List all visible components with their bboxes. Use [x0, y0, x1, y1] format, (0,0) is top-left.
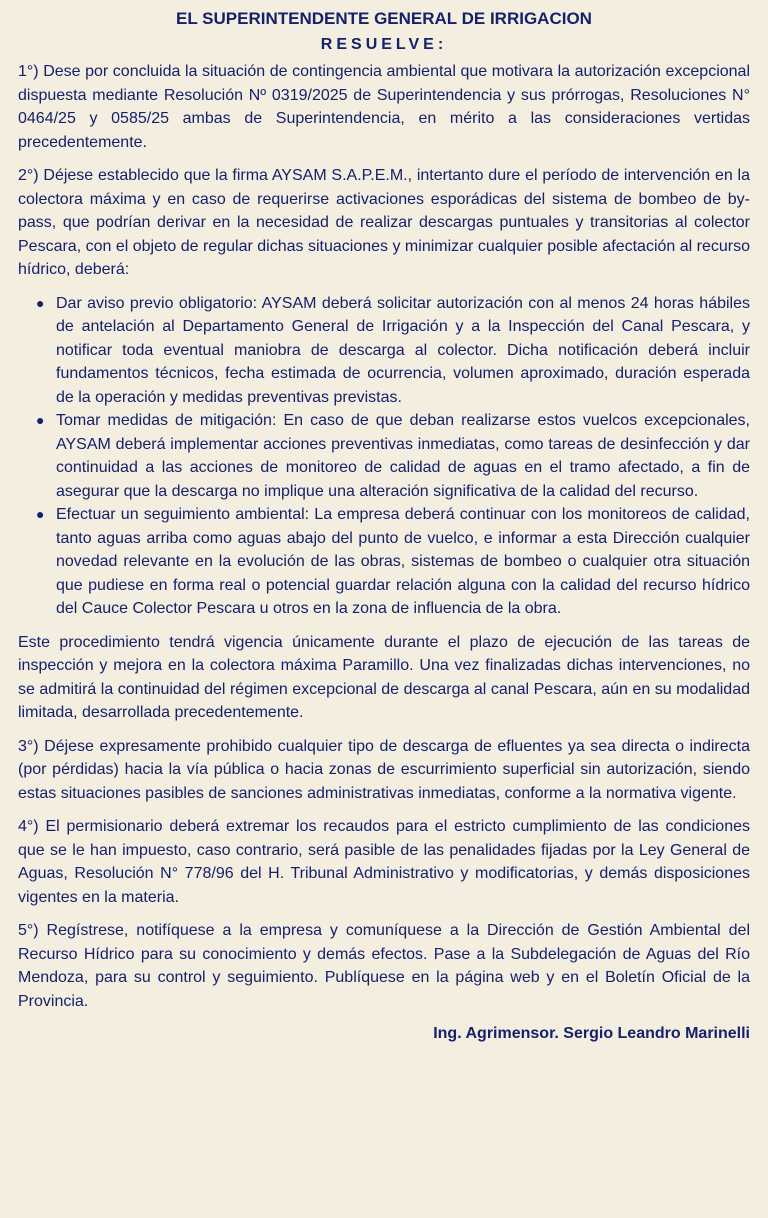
list-item-text: Tomar medidas de mitigación: En caso de que deban realizarse estos vuelcos excepcionales, AYSAM deberá implementar acciones preventivas inmediatas, como tareas de desinfección y dar continuidad a las acciones de monitoreo de calidad de aguas en el tramo afectado, a fin de asegurar que la descarga no implique una alteración significativa de la calidad del recurso. [56, 412, 750, 500]
list-item-text: Efectuar un seguimiento ambiental: La empresa deberá continuar con los monitoreos de calidad, tanto aguas arriba como aguas abajo del punto de vuelco, e informar a esta Dirección cualquier novedad relevante en la evolución de las obras, sistemas de bombeo o cualquier otra situación que pudiese en forma real o potencial guardar relación alguna con la calidad del recurso hídrico del Cauce Colector Pescara u otros en la zona de influencia de la obra. [56, 506, 750, 617]
bullet-icon: ● [36, 412, 45, 428]
article-1: 1°) Dese por concluida la situación de contingencia ambiental que motivara la autorización excepcional dispuesta mediante Resolución Nº 0319/2025 de Superintendencia y sus prórrogas, Resoluciones N° 0464/25 y 0585/25 ambas de Superintendencia, en mérito a las consideraciones vertidas precedentemente. [18, 63, 750, 151]
bullet-icon: ● [36, 506, 45, 522]
list-item-text: Dar aviso previo obligatorio: AYSAM deberá solicitar autorización con al menos 24 horas hábiles de antelación al Departamento General de Irrigación y a la Inspección del Canal Pescara, y notificar toda eventual maniobra de descarga al colector. Dicha notificación deberá incluir fundamentos técnicos, fecha estimada de ocurrencia, volumen aproximado, duración esperada de la operación y medidas preventivas previstas. [56, 294, 750, 406]
article-2-list [18, 292, 750, 621]
list-item [36, 409, 750, 503]
resuelve-heading: RESUELVE: [320, 36, 448, 53]
list-item [36, 503, 750, 621]
article-3: 3°) Déjese expresamente prohibido cualquier tipo de descarga de efluentes ya sea directa o indirecta (por pérdidas) hacia la vía pública o hacia zonas de escurrimiento superficial sin autorización, siendo estas situaciones pasibles de sanciones administrativas inmediatas, conforme a la normativa vigente. [18, 737, 750, 802]
signature: Ing. Agrimensor. Sergio Leandro Marinelli [433, 1025, 750, 1042]
article-4: 4°) El permisionario deberá extremar los recaudos para el estricto cumplimiento de las condiciones que se le han impuesto, caso contrario, será pasible de las penalidades fijadas por la Ley General de Aguas, Resolución N° 778/96 del H. Tribunal Administrativo y modificatorias, y demás disposiciones vigentes en la materia. [18, 818, 750, 906]
article-2-closing: Este procedimiento tendrá vigencia únicamente durante el plazo de ejecución de las tareas de inspección y mejora en la colectora máxima Paramillo. Una vez finalizadas dichas intervenciones, no se admitirá la continuidad del régimen excepcional de descarga al canal Pescara, aún en su modalidad limitada, desarrollada precedentemente. [18, 633, 750, 721]
article-5: 5°) Regístrese, notifíquese a la empresa y comuníquese a la Dirección de Gestión Ambiental del Recurso Hídrico para su conocimiento y demás efectos. Pase a la Subdelegación de Aguas del Río Mendoza, para su control y seguimiento. Publíquese en la página web y en el Boletín Oficial de la Provincia. [18, 922, 750, 1010]
document-title: EL SUPERINTENDENTE GENERAL DE IRRIGACION [176, 9, 592, 28]
bullet-icon: ● [36, 294, 45, 311]
article-2-intro: 2°) Déjese establecido que la firma AYSAM S.A.P.E.M., intertanto dure el período de intervención en la colectora máxima y en caso de requerirse activaciones esporádicas del sistema de bombeo de by-pass, que podrían derivar en la necesidad de realizar descargas puntuales y transitorias al colector Pescara, con el objeto de regular dichas situaciones y minimizar cualquier posible afectación al recurso hídrico, deberá: [18, 167, 750, 278]
list-item [36, 292, 750, 410]
